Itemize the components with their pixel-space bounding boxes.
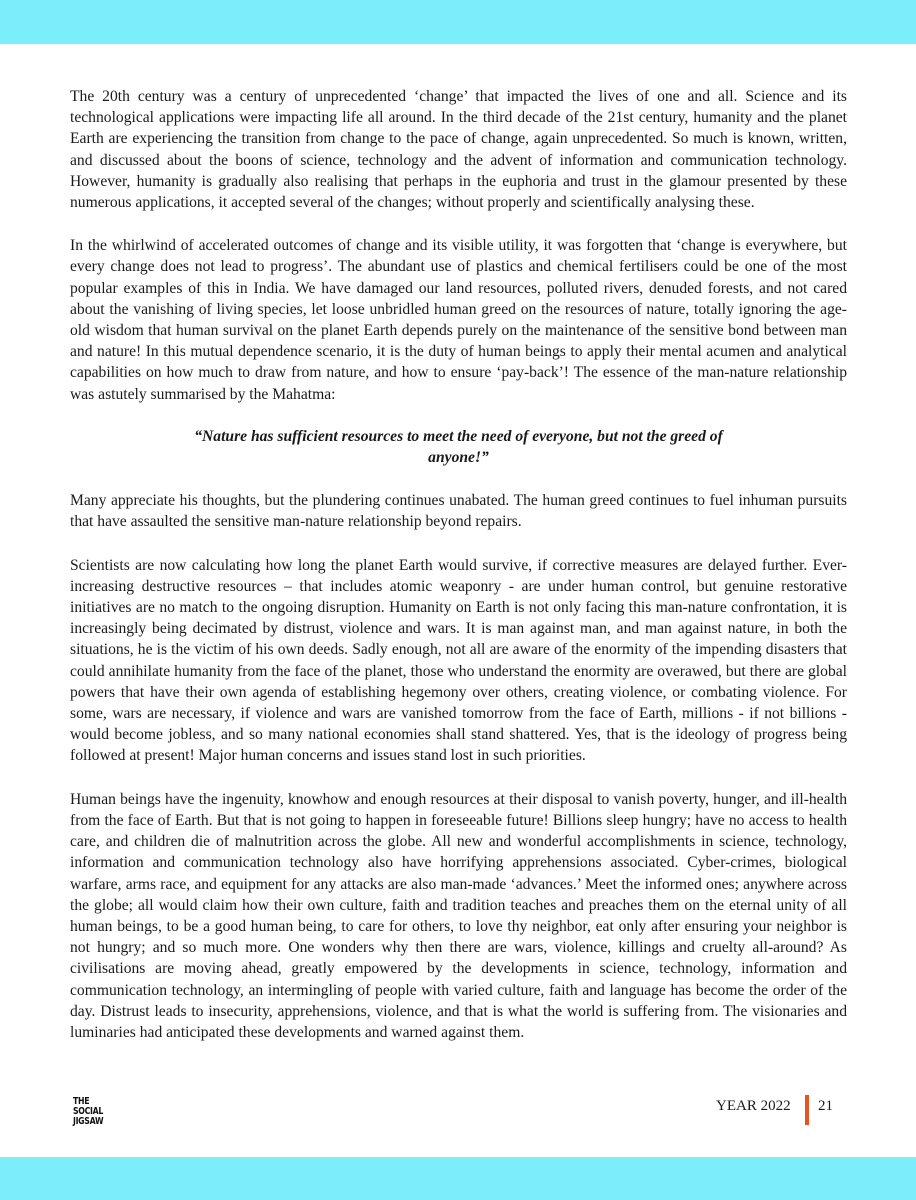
page-number: 21 bbox=[818, 1098, 833, 1114]
paragraph-1: The 20th century was a century of unprecedented ‘change’ that impacted the lives of one and all. Science and its technological applications were impacting life all around. In the third decade of the 21st century, humanity and the planet Earth are experiencing the transition from change to the pace of change, again unprecedented. So much is known, written, and discussed about the boons of science, technology and the advent of information and communication technology. However, humanity is gradually also realising that perhaps in the euphoria and trust in the glamour presented by these numerous applications, it accepted several of the changes; without properly and scientifically analysing these. bbox=[70, 88, 847, 212]
logo-line: SOCIAL bbox=[73, 1106, 104, 1117]
the-social-jigsaw-logo bbox=[73, 1097, 104, 1127]
article-body bbox=[70, 86, 847, 1043]
paragraph-5: Human beings have the ingenuity, knowhow and enough resources at their disposal to vanish poverty, hunger, and ill-health from the face of Earth. But that is not going to happen in foreseeable future! Billions sleep hungry; have no access to health care, and children die of malnutrition across the globe. All new and wonderful accomplishments in science, technology, information and communication technology also have horrifying apprehensions associated. Cyber-crimes, biological warfare, arms race, and equipment for any attacks are also man-made ‘advances.’ Meet the informed ones; anywhere across the globe; all would claim how their own culture, faith and tradition teaches and preaches them on the eternal unity of all human beings, to be a good human being, to care for others, to love thy neighbor, eat only after ensuring your neighbor is not hungry; and so much more. One wonders why then there are wars, violence, killings and cruelty all-around? As civilisations are moving ahead, greatly empowered by the developments in science, technology, information and communication technology, an intermingling of people with varied culture, faith and language has become the order of the day. Distrust leads to insecurity, apprehensions, violence, and that is what the world is suffering from. The visionaries and luminaries had anticipated these developments and warned against them. bbox=[70, 790, 847, 1041]
paragraph-3: Many appreciate his thoughts, but the plundering continues unabated. The human greed continues to fuel inhuman pursuits that have assaulted the sensitive man-nature relationship beyond repairs. bbox=[70, 492, 847, 531]
logo-line: THE bbox=[73, 1096, 90, 1107]
top-band bbox=[0, 0, 916, 44]
footer-year: YEAR 2022 bbox=[716, 1098, 791, 1114]
paragraph-4: Scientists are now calculating how long the planet Earth would survive, if corrective measures are delayed further. Ever-increasing destructive resources – that includes atomic weaponry - are under human control, but genuine restorative initiatives are no match to the ongoing disruption. Humanity on Earth is not only facing this man-nature confrontation, it is increasingly being decimated by distrust, violence and wars. It is man against man, and man against nature, in both the situations, he is the victim of his own deeds. Sadly enough, not all are aware of the enormity of the impending disasters that could annihilate humanity from the face of the planet, those who understand the enormity are overawed, but there are global powers that have their own agenda of establishing hegemony over others, creating violence, or combating violence. For some, wars are necessary, if violence and wars are vanished tomorrow from the face of Earth, millions - if not billions - would become jobless, and so many national economies shall stand shattered. Yes, that is the ideology of progress being followed at present! Major human concerns and issues stand lost in such priorities. bbox=[70, 556, 847, 765]
paragraph-2: In the whirlwind of accelerated outcomes of change and its visible utility, it was forgotten that ‘change is everywhere, but every change does not lead to progress’. The abundant use of plastics and chemical fertilisers could be one of the most popular examples of this in India. We have damaged our land resources, polluted rivers, denuded forests, and not cared about the vanishing of living species, let loose unbridled human greed on the resources of nature, totally ignoring the age-old wisdom that human survival on the planet Earth depends purely on the maintenance of the sensitive bond between man and nature! In this mutual dependence scenario, it is the duty of human beings to apply their mental acumen and analytical capabilities on how much to draw from nature, and how to ensure ‘pay-back’! The essence of the man-nature relationship was astutely summarised by the Mahatma: bbox=[70, 237, 847, 403]
mahatma-quote: “Nature has sufficient resources to meet the need of everyone, but not the greed of anyone!” bbox=[194, 427, 723, 467]
footer-divider bbox=[805, 1095, 809, 1125]
bottom-band bbox=[0, 1157, 916, 1200]
logo-line: JIGSAW bbox=[73, 1116, 104, 1127]
